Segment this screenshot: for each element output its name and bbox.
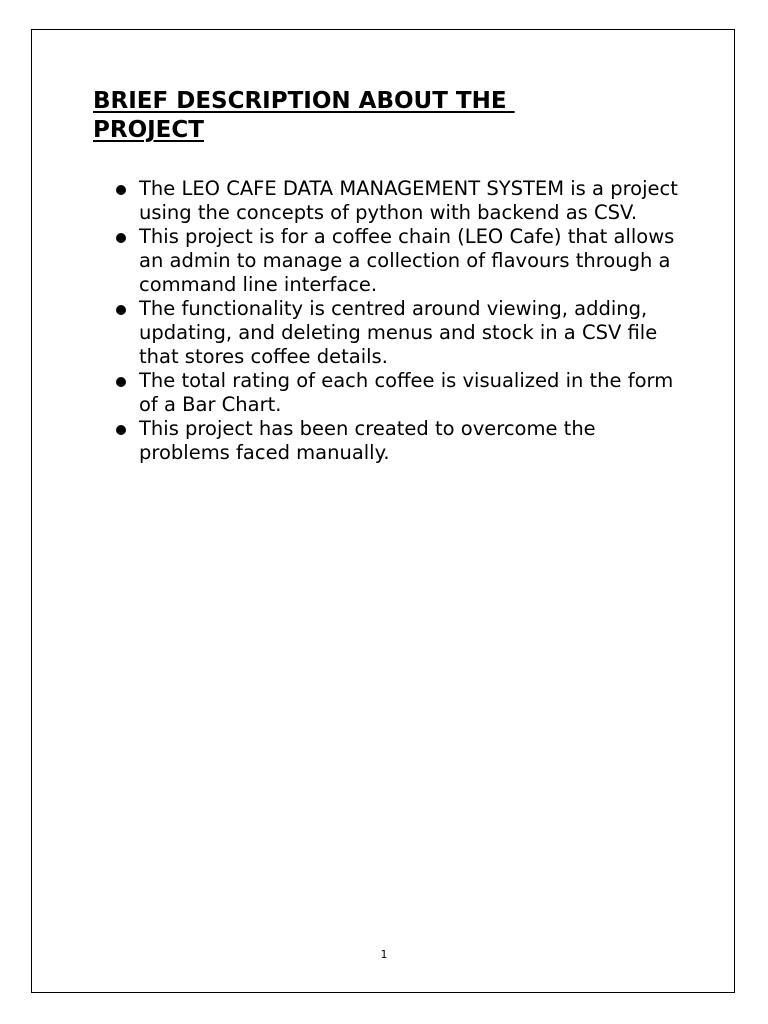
bullet-text: This project has been created to overcome the problems faced manually. — [139, 417, 596, 464]
list-item — [113, 297, 683, 369]
list-item — [113, 417, 683, 465]
list-item — [113, 225, 683, 297]
bullet-icon — [116, 305, 126, 315]
bullet-text: The functionality is centred around viewing, adding, updating, and deleting menus and stock in a CSV file that stores coffee details. — [139, 297, 658, 368]
bullet-text: The LEO CAFE DATA MANAGEMENT SYSTEM is a project using the concepts of python with backend as CSV. — [139, 177, 678, 224]
description-bullet-list — [113, 177, 683, 465]
bullet-icon — [116, 377, 126, 387]
bullet-icon — [116, 185, 126, 195]
bullet-text: This project is for a coffee chain (LEO Cafe) that allows an admin to manage a collection of flavours through a command line interface. — [139, 225, 675, 296]
page-border — [31, 29, 735, 993]
list-item — [113, 369, 683, 417]
bullet-text: The total rating of each coffee is visualized in the form of a Bar Chart. — [139, 369, 674, 416]
list-item — [113, 177, 683, 225]
bullet-icon — [116, 425, 126, 435]
section-heading: BRIEF DESCRIPTION ABOUT THE PROJECT — [93, 88, 515, 143]
page-number: 1 — [380, 948, 388, 961]
bullet-icon — [116, 233, 126, 243]
